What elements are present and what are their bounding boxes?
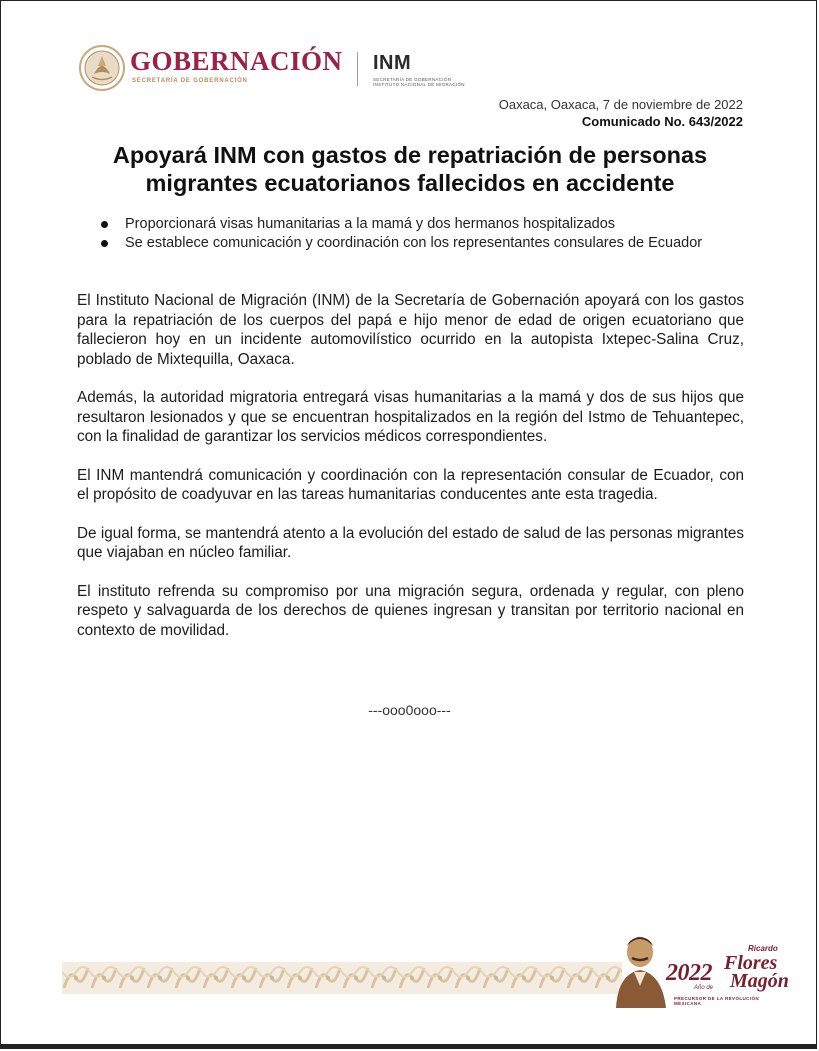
year-logo [610,930,789,1010]
inm-logo-subtitle [373,77,493,87]
bullet-icon [101,240,108,247]
bullet-item [100,234,744,252]
closing-mark: ---ooo0ooo--- [368,702,451,718]
bullet-text: Se establece comunicación y coordinación con los representantes consulares de Ecuador [125,235,703,251]
coat-of-arms-icon [78,44,126,92]
paragraph: El Instituto Nacional de Migración (INM) de la Secretaría de Gobernación apoyará con los gastos para la repatriación de los cuerpos del papá e hijo menor de edad de origen ecuatoriano que fallecieron hoy en un incidente automovilístico ocurrido en la autopista Ixtepec-Salina Cruz, poblado de Mixtequilla, Oaxaca. [77,292,744,368]
paragraph: Además, la autoridad migratoria entregará visas humanitarias a la mamá y dos de sus hijos que resultaron lesionados y que se encuentran hospitalizados en la región del Istmo de Tehuantepec, con la finalidad de garantizar los servicios médicos correspondientes. [77,389,744,445]
body-text [77,291,744,659]
dateline [499,96,743,130]
inm-subtitle-line-2: INSTITUTO NACIONAL DE MIGRACIÓN [373,82,465,87]
bullet-icon [101,221,108,228]
headline-line-2: migrantes ecuatorianos fallecidos en accidente [145,170,675,196]
summary-bullets [100,215,744,253]
release-number: Comunicado No. 643/2022 [581,114,743,129]
secretaria-title: GOBERNACIÓN [130,46,343,76]
bullet-text: Proporcionará visas humanitarias a la mamá y dos hermanos hospitalizados [125,216,616,232]
place-date: Oaxaca, Oaxaca, 7 de noviembre de 2022 [498,97,743,112]
year-ricardo: Ricardo [748,944,778,953]
decorative-pattern-band [62,962,622,994]
bullet-item [100,215,744,233]
secretaria-subtitle: SECRETARÍA DE GOBERNACIÓN [132,78,248,84]
header-divider [357,52,358,86]
portrait-icon [610,930,672,1008]
inm-logo [373,52,493,87]
inm-logo-mark: INM [373,52,412,74]
year-magon: Magón [730,970,789,992]
headline [70,141,750,197]
paragraph: El INM mantendrá comunicación y coordinación con la representación consular de Ecuador, con el propósito de coadyuvar en las tareas humanitarias conducentes ante esta tragedia. [77,466,744,503]
year-flores: Flores [724,952,778,974]
headline-line-1: Apoyará INM con gastos de repatriación de personas [112,142,708,168]
year-number: 2022 [666,960,712,986]
inm-subtitle-line-1: SECRETARÍA DE GOBERNACIÓN [373,77,452,82]
year-ano-de: Año de [694,985,714,991]
letterhead [78,42,498,92]
paragraph: De igual forma, se mantendrá atento a la evolución del estado de salud de las personas migrantes que viajaban en núcleo familiar. [77,524,744,561]
year-tagline: PRECURSOR DE LA REVOLUCIÓN MEXICANA [674,996,759,1006]
paragraph: El instituto refrenda su compromiso por una migración segura, ordenada y regular, con pleno respeto y salvaguarda de los derechos de quienes ingresan y transitan por territorio nacional en contexto de movilidad. [77,582,744,639]
